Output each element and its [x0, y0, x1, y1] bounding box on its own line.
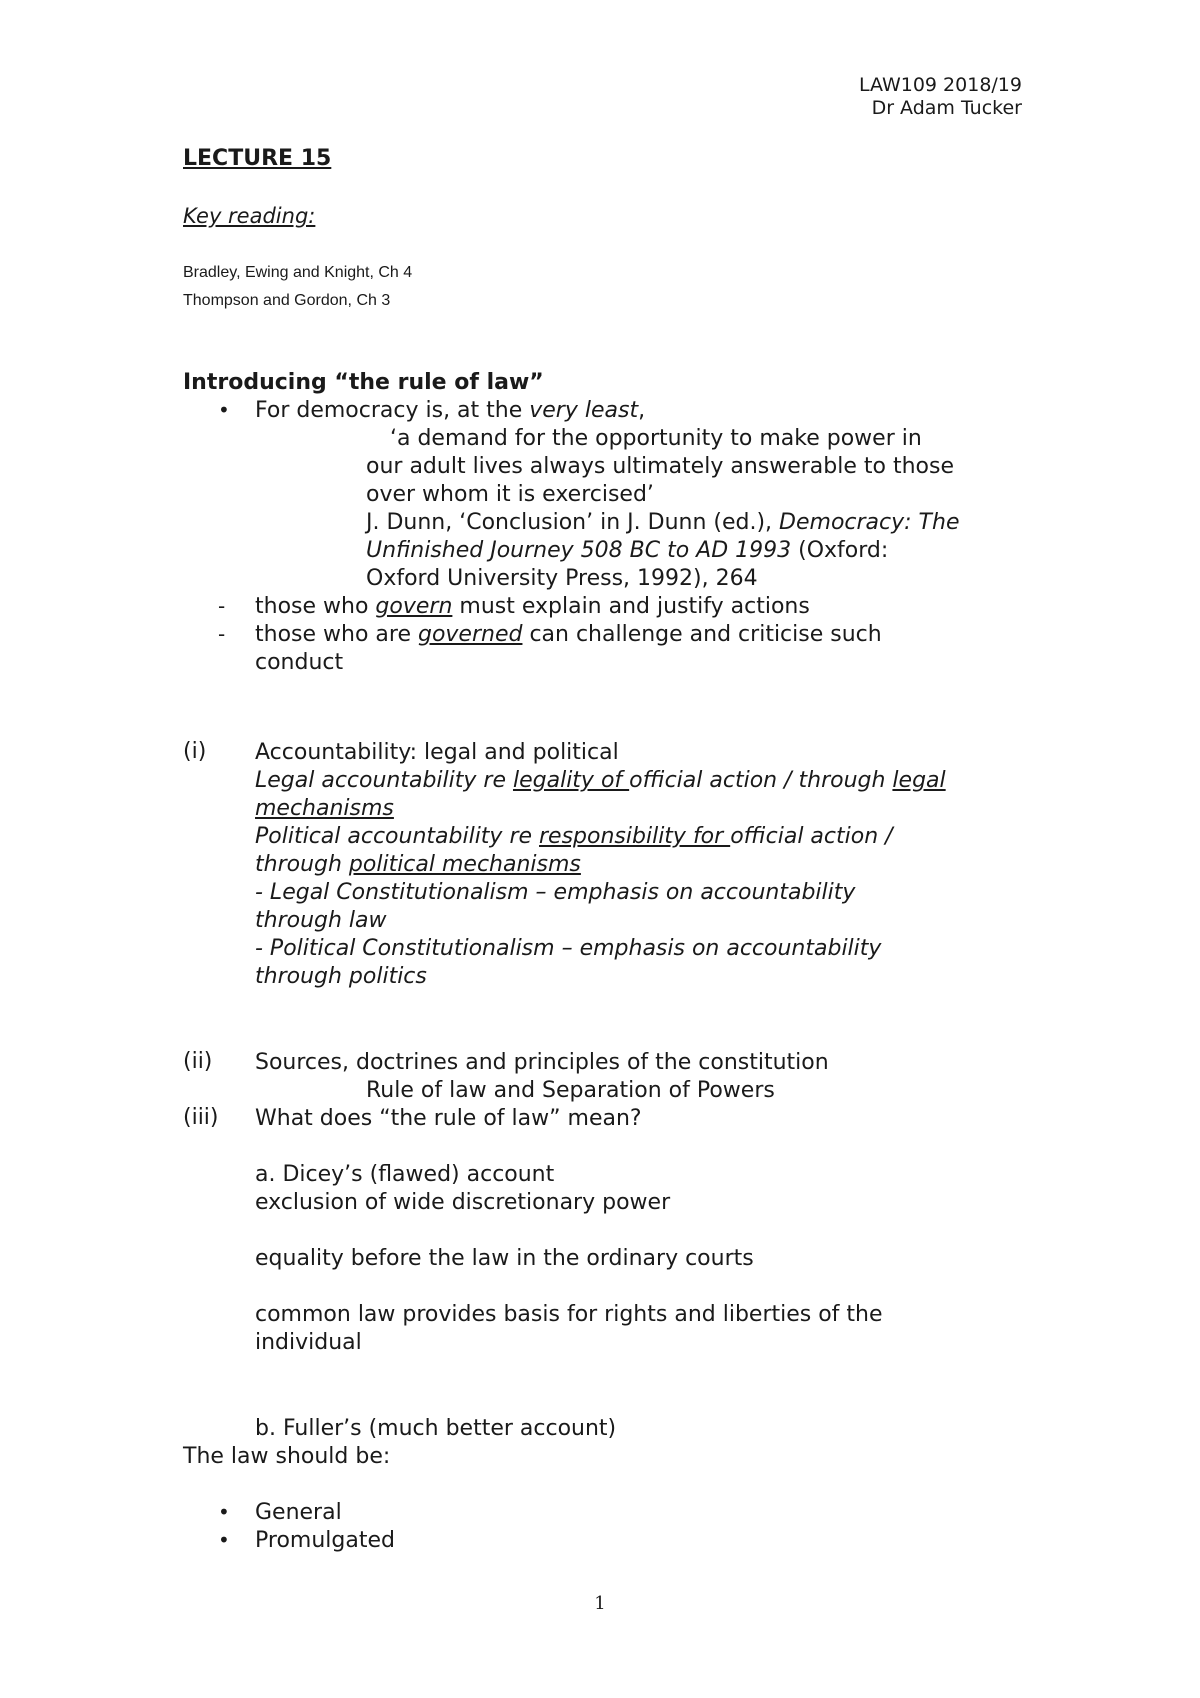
intro-bullet-line: For democracy is, at the very least, — [255, 398, 646, 423]
fuller-bullet: General — [255, 1500, 342, 1525]
key-reading-heading: Key reading: — [183, 204, 316, 228]
dicey-point: common law provides basis for rights and liberties of the — [255, 1302, 883, 1327]
section-heading: Accountability: legal and political — [255, 740, 619, 765]
header-course: LAW109 2018/19 — [858, 74, 1022, 96]
accountability-line: Legal accountability re legality of official action / through legal — [255, 768, 946, 793]
section-heading: Sources, doctrines and principles of the constitution — [255, 1050, 829, 1075]
accountability-line: Political accountability re responsibility for official action / — [255, 824, 893, 849]
dicey-heading: a. Dicey’s (flawed) account — [255, 1162, 555, 1187]
accountability-line: mechanisms — [255, 796, 394, 821]
dicey-point-cont: individual — [255, 1330, 362, 1355]
bullet-icon: • — [218, 398, 230, 422]
dash-icon: - — [218, 622, 226, 646]
dash-icon: - — [218, 594, 226, 618]
govern-line: those who govern must explain and justify actions — [255, 594, 810, 619]
reading-item: Bradley, Ewing and Knight, Ch 4 — [183, 264, 413, 281]
constitutionalism-line: through law — [255, 908, 387, 933]
intro-heading: Introducing “the rule of law” — [183, 370, 544, 395]
dicey-point: equality before the law in the ordinary courts — [255, 1246, 754, 1271]
governed-line-cont: conduct — [255, 650, 344, 675]
constitutionalism-line: through politics — [255, 964, 427, 989]
constitutionalism-line: - Political Constitutionalism – emphasis on accountability — [255, 936, 882, 961]
constitutionalism-line: - Legal Constitutionalism – emphasis on accountability — [255, 880, 856, 905]
quote-line: ‘a demand for the opportunity to make power in — [390, 426, 922, 451]
reading-item: Thompson and Gordon, Ch 3 — [183, 292, 391, 309]
section-subheading: Rule of law and Separation of Powers — [366, 1078, 775, 1103]
dicey-point: exclusion of wide discretionary power — [255, 1190, 671, 1215]
fuller-bullet: Promulgated — [255, 1528, 395, 1553]
section-label: (ii) — [183, 1049, 213, 1074]
quote-line: over whom it is exercised’ — [366, 482, 654, 507]
governed-line: those who are governed can challenge and criticise such — [255, 622, 882, 647]
law-should-be: The law should be: — [183, 1444, 391, 1469]
section-label: (iii) — [183, 1105, 219, 1130]
header-lecturer: Dr Adam Tucker — [871, 97, 1022, 119]
citation-line: Unfinished Journey 508 BC to AD 1993 (Oxford: — [366, 538, 889, 563]
page-title: LECTURE 15 — [183, 146, 332, 171]
citation-line: Oxford University Press, 1992), 264 — [366, 566, 758, 591]
fuller-heading: b. Fuller’s (much better account) — [255, 1416, 617, 1441]
section-heading: What does “the rule of law” mean? — [255, 1106, 642, 1131]
bullet-icon: • — [218, 1528, 230, 1552]
page-number: 1 — [594, 1593, 606, 1614]
bullet-icon: • — [218, 1500, 230, 1524]
quote-line: our adult lives always ultimately answerable to those — [366, 454, 954, 479]
citation-line: J. Dunn, ‘Conclusion’ in J. Dunn (ed.), Democracy: The — [366, 510, 960, 535]
section-label: (i) — [183, 739, 207, 764]
accountability-line: through political mechanisms — [255, 852, 581, 877]
